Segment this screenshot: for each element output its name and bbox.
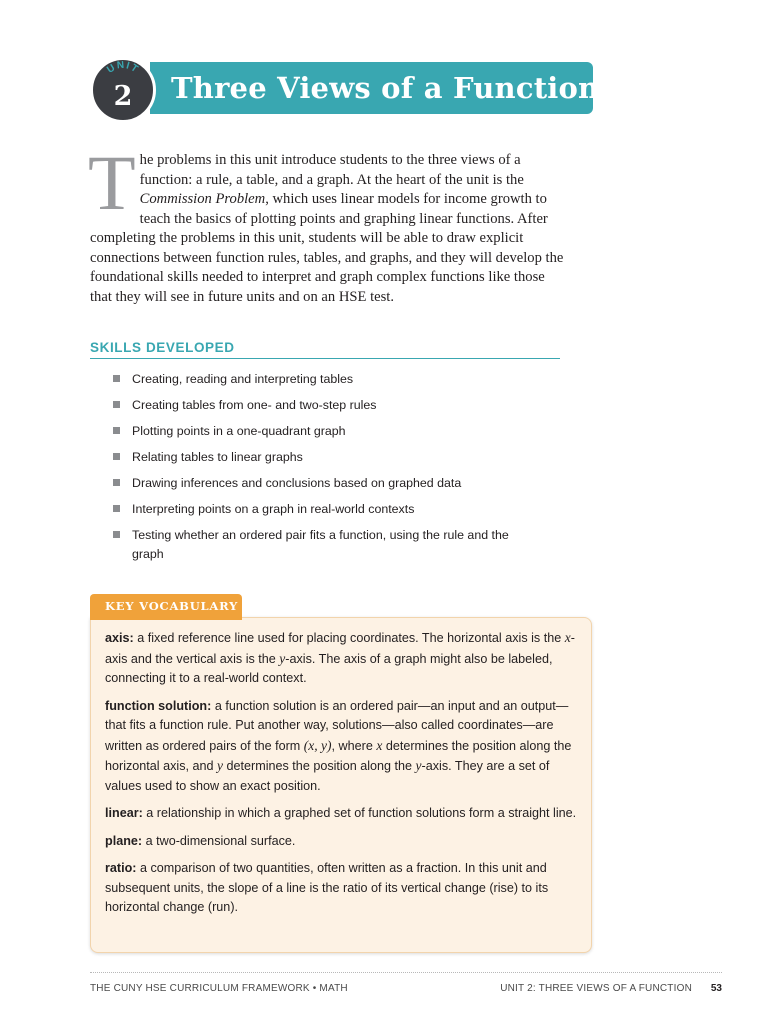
skill-text: Plotting points in a one-quadrant graph [132, 424, 346, 438]
vocab-text: a relationship in which a graphed set of function solutions form a straight line. [142, 806, 577, 820]
vocab-term: axis: [105, 631, 134, 645]
square-bullet-icon [113, 453, 120, 460]
intro-text-2: , which uses linear models for income growth to teach the basics of plotting points and graphing linear functions. After completing the problems in this unit, students will be able to draw explicit connections between function rules, tables, and graphs, and they will develop the foundational skills needed to interpret and graph complex functions like those that they will see in future units and on an HSE test. [90, 191, 564, 305]
skill-text: Interpreting points on a graph in real-world contexts [132, 502, 415, 516]
math-var: x [376, 737, 383, 753]
square-bullet-icon [113, 401, 120, 408]
vocab-text: determines the position along the horizontal axis, and [105, 738, 572, 773]
skill-text: Testing whether an ordered pair fits a function, using the rule and the graph [132, 528, 509, 561]
vocab-term: ratio: [105, 861, 137, 875]
vocab-text: , where [331, 738, 377, 753]
unit-label: UNIT [105, 60, 141, 76]
vocab-text: a two-dimensional surface. [142, 833, 296, 848]
intro-paragraph [88, 139, 565, 307]
vocab-text: a fixed reference line used for placing coordinates. The horizontal axis is the [133, 631, 565, 645]
vocab-text: -axis. The axis of a graph might also be labeled, connecting it to a real-world context. [105, 651, 553, 685]
skills-list [113, 370, 533, 571]
list-item [113, 448, 533, 467]
vocab-entry-ratio [105, 859, 580, 918]
vocab-term: plane: [105, 833, 143, 848]
skill-text: Drawing inferences and conclusions based on graphed data [132, 476, 462, 490]
drop-cap: T [88, 139, 136, 226]
vocab-term: function solution: [105, 698, 212, 713]
list-item [113, 526, 533, 564]
list-item [113, 500, 533, 519]
vocab-tab [90, 594, 242, 620]
square-bullet-icon [113, 531, 120, 538]
square-bullet-icon [113, 505, 120, 512]
vocab-text: -axis and the vertical axis is the [105, 631, 575, 666]
footer-right: UNIT 2: THREE VIEWS OF A FUNCTION [500, 983, 692, 994]
square-bullet-icon [113, 375, 120, 382]
intro-italic: Commission Problem [139, 191, 266, 207]
list-item [113, 396, 533, 415]
skill-text: Creating, reading and interpreting tables [132, 372, 354, 386]
vocab-entry-plane [105, 832, 580, 852]
svg-text:UNIT [105, 60, 141, 76]
math-var: y [279, 650, 286, 666]
list-item [113, 422, 533, 441]
list-item [113, 474, 533, 493]
page-title: Three Views of a Function [171, 71, 600, 105]
list-item [113, 370, 533, 389]
skill-text: Creating tables from one- and two-step rules [132, 398, 377, 412]
vocab-entry-axis [105, 628, 580, 689]
vocab-text: determines the position along the [223, 759, 416, 773]
vocab-text: -axis. They are a set of values used to show an exact position. [105, 759, 550, 793]
skill-text: Relating tables to linear graphs [132, 450, 303, 464]
math-var: (x, y) [303, 737, 332, 753]
intro-text-1: he problems in this unit introduce students to the three views of a function: a rule, a table, and a graph. At the heart of the unit is the [139, 152, 524, 188]
vocab-entry-linear [105, 804, 580, 824]
square-bullet-icon [113, 479, 120, 486]
math-var: y [217, 758, 224, 773]
vocab-text: a comparison of two quantities, often written as a fraction. In this unit and subsequent units, the slope of a line is the ratio of its vertical change (rise) to its horizontal change (run). [105, 861, 549, 914]
footer-left: THE CUNY HSE CURRICULUM FRAMEWORK • MATH [90, 983, 348, 994]
unit-number: 2 [113, 81, 133, 112]
vocab-content [105, 628, 580, 926]
vocab-text: a function solution is an ordered pair—an input and an output—that fits a function rule. Put another way, solutions—also called coordinates—are written as ordered pairs of the form [105, 698, 569, 753]
footer-divider [90, 972, 722, 973]
vocab-term: linear: [105, 806, 143, 820]
unit-badge [90, 57, 156, 123]
page-number: 53 [710, 983, 722, 994]
square-bullet-icon [113, 427, 120, 434]
skills-heading: SKILLS DEVELOPED [90, 340, 560, 359]
math-var: x [564, 630, 571, 645]
math-var: y [415, 758, 422, 773]
vocab-entry-function-solution [105, 697, 580, 797]
vocab-heading: KEY VOCABULARY [105, 599, 239, 613]
